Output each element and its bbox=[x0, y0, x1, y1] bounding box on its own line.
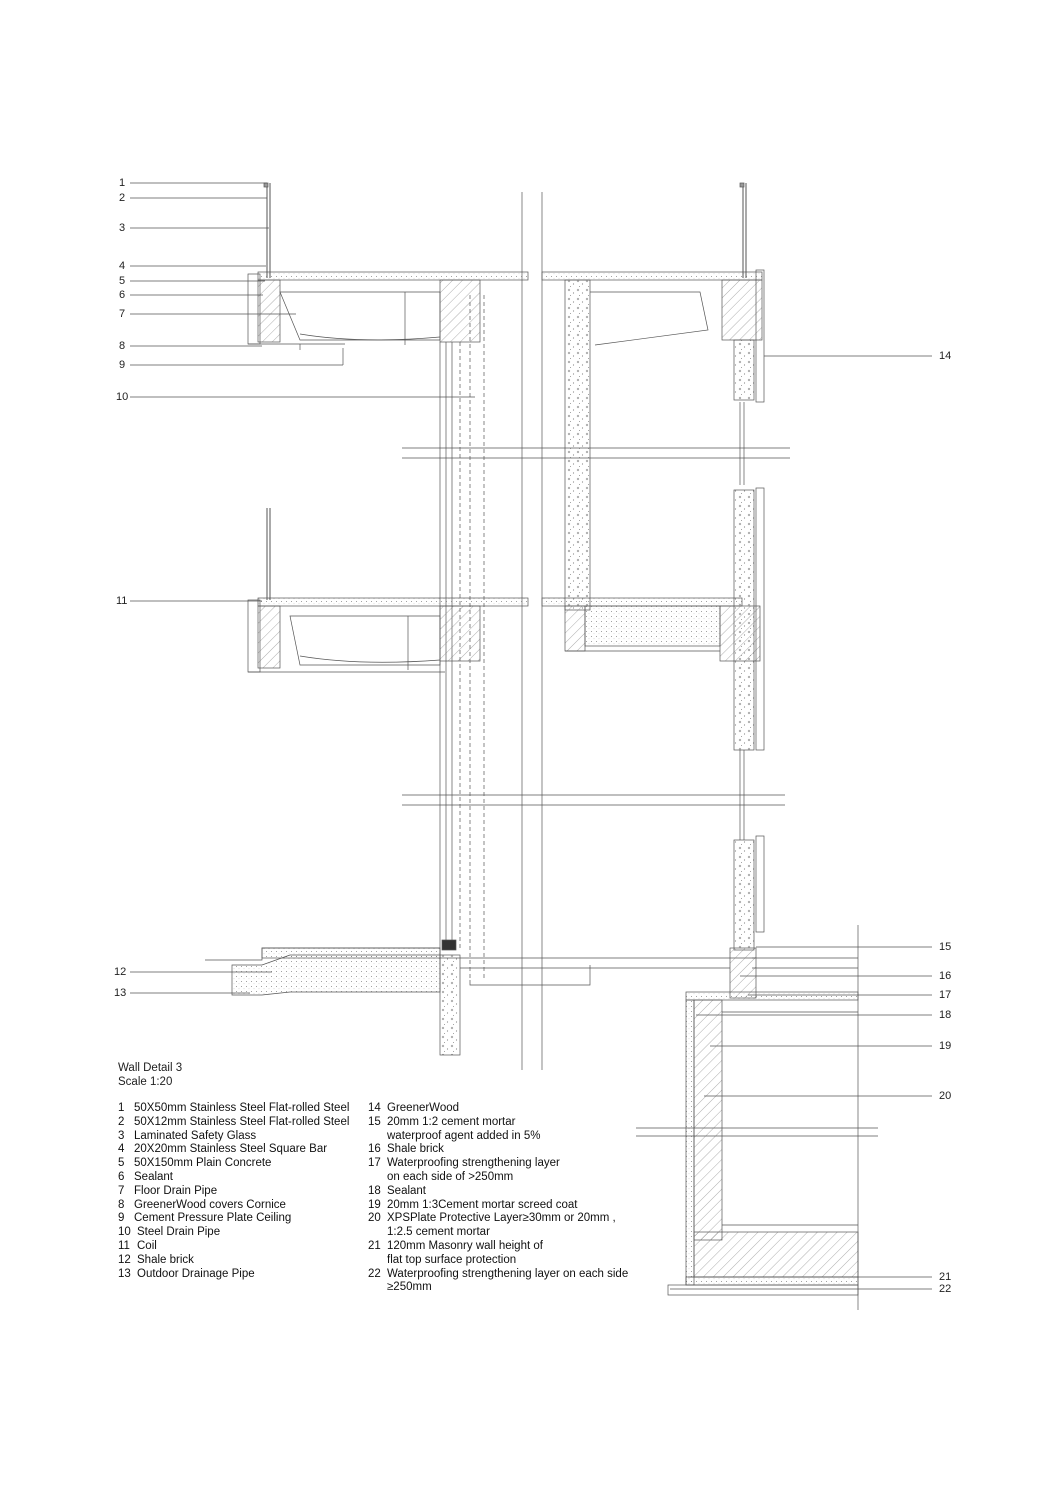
callout-14: 14 bbox=[939, 350, 952, 362]
callout-20: 20 bbox=[939, 1090, 952, 1102]
callout-16: 16 bbox=[939, 970, 952, 982]
callout-9: 9 bbox=[119, 359, 126, 371]
callout-7: 7 bbox=[119, 308, 126, 320]
legend-item: 9 Cement Pressure Plate Ceiling bbox=[118, 1212, 292, 1225]
callout-12: 12 bbox=[114, 966, 127, 978]
callout-4: 4 bbox=[119, 260, 126, 272]
legend-item-continuation: flat top surface protection bbox=[387, 1253, 517, 1266]
legend-item: 1 50X50mm Stainless Steel Flat-rolled Steel bbox=[118, 1102, 350, 1114]
legend-left bbox=[118, 1102, 349, 1281]
callout-18: 18 bbox=[939, 1009, 952, 1021]
legend-item: 22 Waterproofing strengthening layer on each side bbox=[368, 1267, 629, 1280]
callout-21: 21 bbox=[939, 1271, 952, 1283]
callout-5: 5 bbox=[119, 275, 126, 287]
legend-item: 11 Coil bbox=[118, 1239, 157, 1252]
drawing-title-block bbox=[118, 1061, 182, 1089]
legend-item-continuation: ≥250mm bbox=[387, 1281, 432, 1294]
legend-item: 12 Shale brick bbox=[118, 1253, 194, 1266]
legend-item: 19 20mm 1:3Cement mortar screed coat bbox=[368, 1198, 578, 1211]
legend-item: 18 Sealant bbox=[368, 1184, 427, 1197]
lower-balcony bbox=[248, 508, 528, 672]
legend-item: 17 Waterproofing strengthening layer bbox=[368, 1157, 560, 1170]
legend-item: 7 Floor Drain Pipe bbox=[118, 1184, 218, 1197]
callout-6: 6 bbox=[119, 289, 126, 301]
legend-item: 2 50X12mm Stainless Steel Flat-rolled Steel bbox=[118, 1115, 350, 1128]
upper-balcony bbox=[248, 183, 528, 350]
legend-item: 13 Outdoor Drainage Pipe bbox=[118, 1267, 255, 1280]
legend-item: 8 GreenerWood covers Cornice bbox=[118, 1198, 286, 1211]
drawing-scale: Scale 1:20 bbox=[118, 1076, 173, 1088]
callout-22: 22 bbox=[939, 1283, 952, 1295]
callout-3: 3 bbox=[119, 222, 126, 234]
legend-item: 3 Laminated Safety Glass bbox=[118, 1129, 257, 1142]
callout-1: 1 bbox=[119, 177, 126, 189]
callout-13: 13 bbox=[114, 987, 127, 999]
callout-17: 17 bbox=[939, 989, 952, 1001]
ground-level bbox=[205, 948, 858, 1055]
legend-item: 21 120mm Masonry wall height of bbox=[368, 1239, 543, 1252]
callout-19: 19 bbox=[939, 1040, 952, 1052]
callout-11: 11 bbox=[116, 595, 128, 607]
callout-2: 2 bbox=[119, 192, 126, 204]
legend-item: 6 Sealant bbox=[118, 1170, 174, 1183]
legend-item-continuation: on each side of >250mm bbox=[387, 1170, 514, 1183]
legend-item: 20 XPSPlate Protective Layer≥30mm or 20mm , bbox=[368, 1212, 616, 1225]
legend-item: 4 20X20mm Stainless Steel Square Bar bbox=[118, 1143, 328, 1156]
legend-item-continuation: 1:2.5 cement mortar bbox=[387, 1226, 490, 1239]
legend-item: 5 50X150mm Plain Concrete bbox=[118, 1157, 272, 1170]
legend-item: 15 20mm 1:2 cement mortar bbox=[368, 1115, 516, 1128]
legend-item: 10 Steel Drain Pipe bbox=[118, 1226, 221, 1239]
legend-item: 14 GreenerWood bbox=[368, 1102, 460, 1114]
legend-right bbox=[368, 1102, 628, 1295]
callout-15: 15 bbox=[939, 941, 952, 953]
callout-10: 10 bbox=[116, 391, 129, 403]
drawing-title: Wall Detail 3 bbox=[118, 1062, 183, 1074]
legend-item: 16 Shale brick bbox=[368, 1143, 444, 1156]
basement-wall bbox=[636, 925, 878, 1310]
right-upper-slab bbox=[542, 183, 764, 610]
legend-item-continuation: waterproof agent added in 5% bbox=[387, 1129, 541, 1142]
callout-8: 8 bbox=[119, 340, 126, 352]
